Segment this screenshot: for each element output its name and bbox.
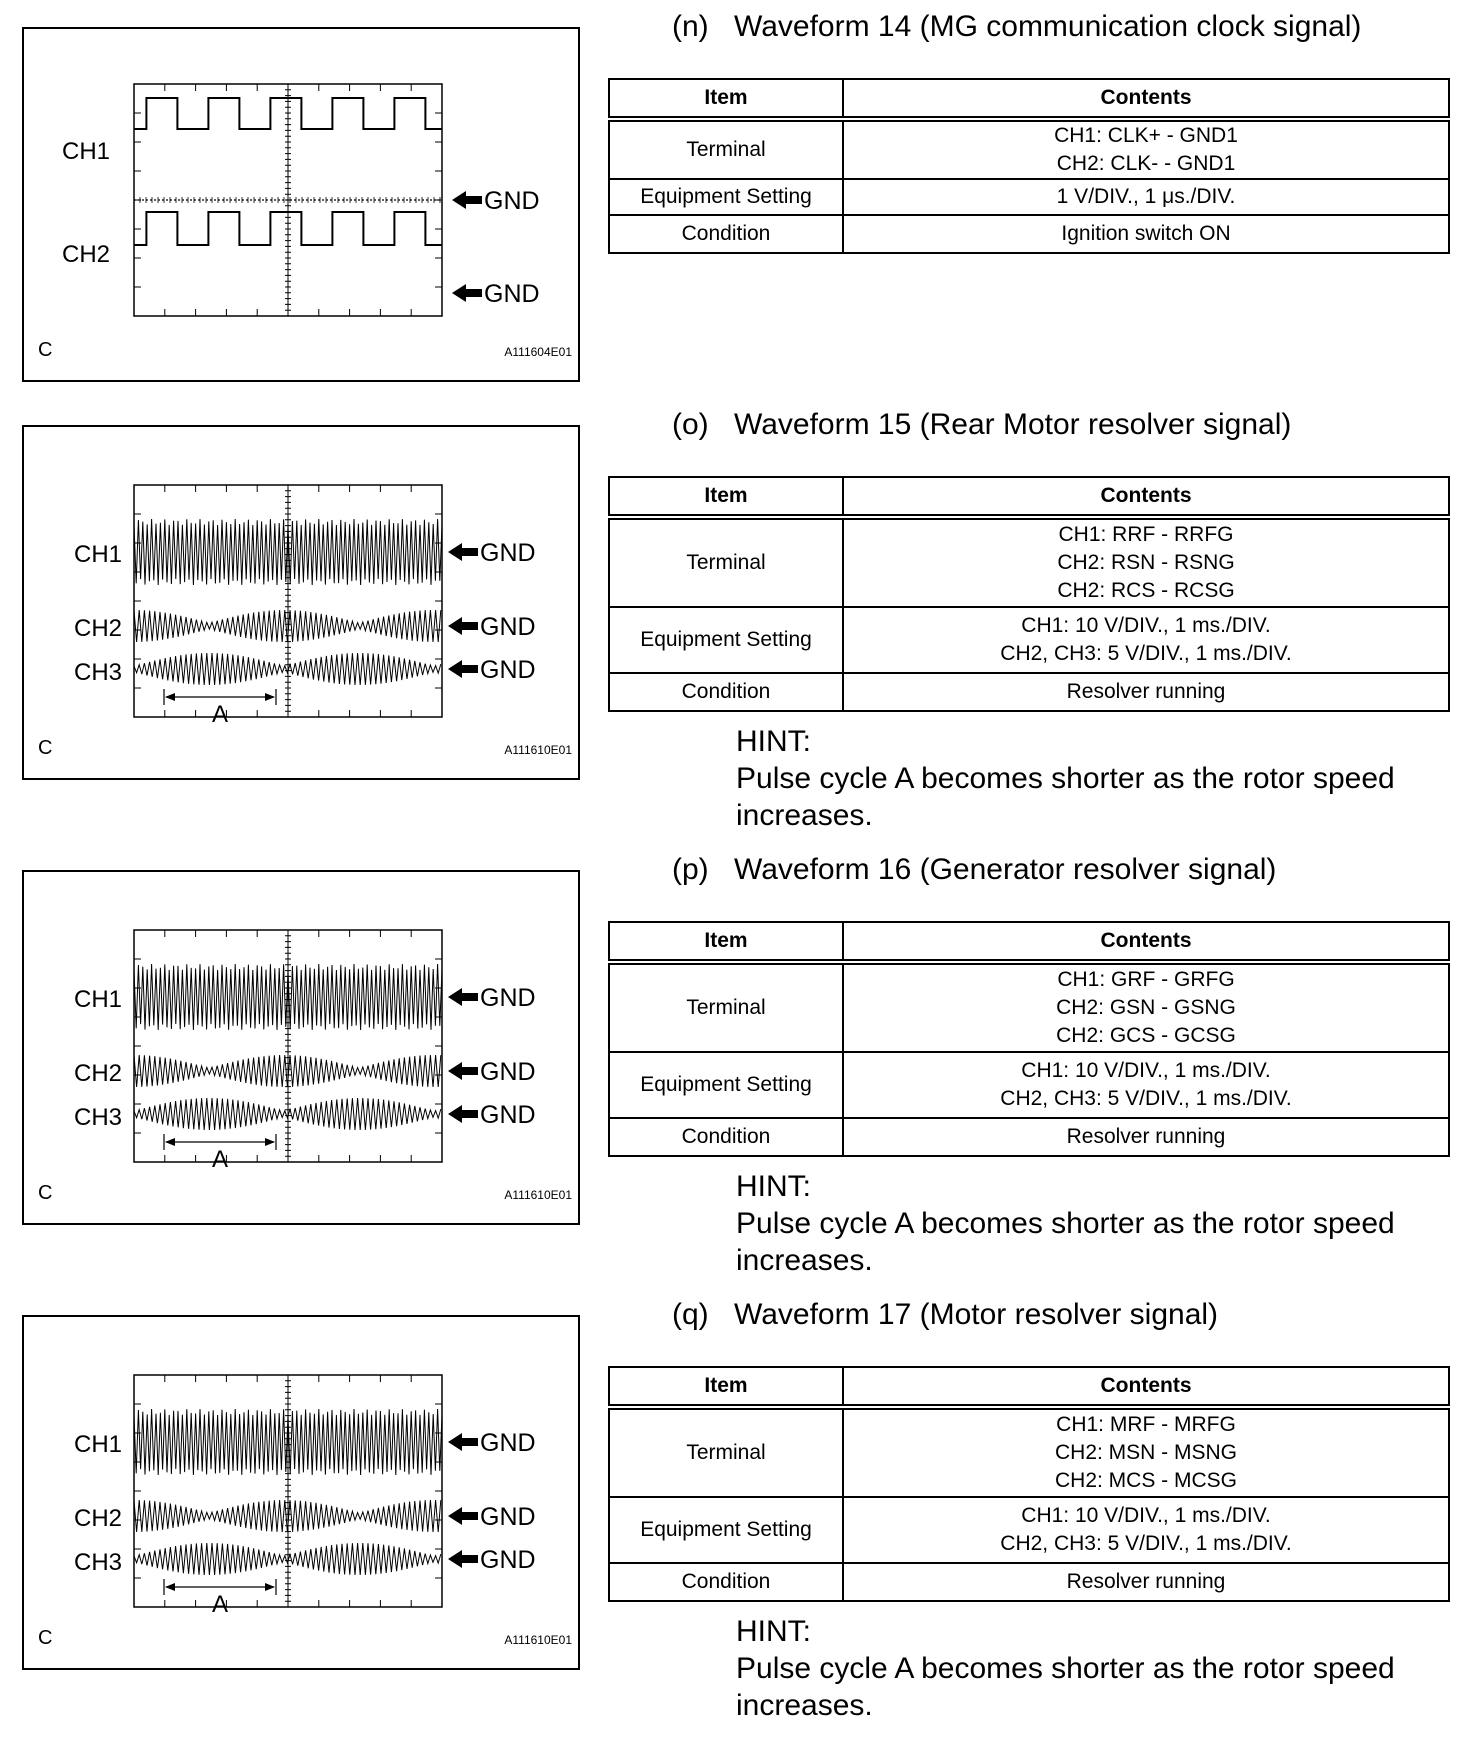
figure-corner-letter: C — [38, 1182, 53, 1204]
table-header-row — [609, 922, 1449, 962]
gnd-label: GND — [484, 187, 540, 215]
channel-label: CH2 — [74, 1505, 123, 1532]
table-header-row — [609, 79, 1449, 119]
table-row — [609, 607, 1449, 673]
gnd-arrow-icon — [448, 1433, 478, 1451]
hint-block — [736, 1613, 1436, 1724]
spec-table — [608, 921, 1450, 1157]
oscilloscope-screen — [24, 1317, 578, 1668]
hint-text: Pulse cycle A becomes shorter as the rotor speed increases. — [736, 762, 1395, 832]
channel-label: CH2 — [74, 615, 123, 642]
table-row — [609, 1118, 1449, 1156]
hint-label: HINT: — [736, 1615, 811, 1648]
content-line: CH1: RRF - RRFG — [1058, 523, 1234, 546]
ch3-envelope-trace — [134, 1543, 441, 1575]
content-line: Resolver running — [1066, 680, 1226, 703]
channel-label: CH1 — [74, 986, 123, 1013]
section-waveform-14 — [0, 0, 1472, 445]
gnd-label: GND — [480, 1101, 536, 1129]
marker-left-arrow-icon — [165, 1583, 175, 1591]
row-contents — [843, 1497, 1449, 1563]
content-line: CH2, CH3: 5 V/DIV., 1 ms./DIV. — [1000, 1087, 1292, 1110]
section-letter: (q) — [672, 1298, 709, 1331]
row-item: Equipment Setting — [609, 607, 843, 673]
content-line: Resolver running — [1066, 1570, 1226, 1593]
section-title-text: Waveform 16 (Generator resolver signal) — [734, 853, 1277, 886]
section-waveform-16 — [0, 843, 1472, 1288]
row-item: Equipment Setting — [609, 1497, 843, 1563]
section-waveform-17 — [0, 1288, 1472, 1733]
header-contents: Contents — [843, 1367, 1449, 1407]
channel-label: CH2 — [74, 1060, 123, 1087]
gnd-label: GND — [480, 1058, 536, 1086]
row-item: Terminal — [609, 119, 843, 179]
hint-block — [736, 1168, 1436, 1279]
row-contents — [843, 1052, 1449, 1118]
header-item: Item — [609, 477, 843, 517]
ch2-envelope-trace — [134, 610, 441, 642]
header-item: Item — [609, 1367, 843, 1407]
row-item: Equipment Setting — [609, 179, 843, 215]
row-item: Equipment Setting — [609, 1052, 843, 1118]
section-letter: (o) — [672, 408, 709, 441]
marker-right-arrow-icon — [265, 693, 275, 701]
content-line: CH1: 10 V/DIV., 1 ms./DIV. — [1021, 614, 1271, 637]
section-title — [672, 853, 1276, 887]
channel-label: CH1 — [62, 138, 111, 165]
section-title — [672, 408, 1291, 442]
table-row — [609, 962, 1449, 1052]
header-item: Item — [609, 922, 843, 962]
row-contents — [843, 673, 1449, 711]
content-line: 1 V/DIV., 1 μs./DIV. — [1056, 185, 1236, 208]
header-contents: Contents — [843, 79, 1449, 119]
table-row — [609, 1407, 1449, 1497]
row-item: Condition — [609, 673, 843, 711]
graticule-ticks — [134, 1375, 442, 1607]
table-row — [609, 673, 1449, 711]
figure-code: A111604E01 — [504, 345, 572, 359]
row-item: Condition — [609, 1118, 843, 1156]
section-title-text: Waveform 17 (Motor resolver signal) — [734, 1298, 1219, 1331]
gnd-label: GND — [480, 656, 536, 684]
oscilloscope-screen — [24, 29, 578, 380]
row-contents — [843, 1563, 1449, 1601]
table-header-row — [609, 477, 1449, 517]
section-waveform-15 — [0, 398, 1472, 843]
gnd-label: GND — [480, 613, 536, 641]
waveform-figure — [22, 870, 580, 1225]
content-line: CH1: 10 V/DIV., 1 ms./DIV. — [1021, 1059, 1271, 1082]
row-item: Terminal — [609, 517, 843, 607]
row-contents — [843, 179, 1449, 215]
header-contents: Contents — [843, 477, 1449, 517]
content-line: CH1: 10 V/DIV., 1 ms./DIV. — [1021, 1504, 1271, 1527]
row-contents — [843, 607, 1449, 673]
marker-left-arrow-icon — [165, 693, 175, 701]
content-line: CH2: CLK- - GND1 — [1056, 152, 1236, 175]
row-item: Terminal — [609, 1407, 843, 1497]
gnd-arrow-icon — [448, 988, 478, 1006]
content-line: CH1: MRF - MRFG — [1056, 1413, 1236, 1436]
content-line: CH2: GSN - GSNG — [1056, 996, 1236, 1019]
gnd-label: GND — [484, 280, 540, 308]
gnd-arrow-icon — [448, 660, 478, 678]
content-line: CH2: GCS - GCSG — [1056, 1024, 1236, 1047]
figure-code: A111610E01 — [504, 1633, 572, 1647]
ch3-envelope-trace — [134, 653, 441, 685]
ch3-envelope-trace — [134, 1098, 441, 1130]
content-line: CH2: MCS - MCSG — [1054, 1469, 1237, 1492]
table-row — [609, 179, 1449, 215]
gnd-arrow-icon — [448, 1550, 478, 1568]
header-contents: Contents — [843, 922, 1449, 962]
section-letter: (p) — [672, 853, 709, 886]
pulse-cycle-marker-label: A — [211, 1591, 229, 1618]
oscilloscope-screen — [24, 427, 578, 778]
section-letter: (n) — [672, 10, 709, 43]
channel-label: CH3 — [74, 1104, 123, 1131]
gnd-arrow-icon — [448, 1062, 478, 1080]
figure-code: A111610E01 — [504, 743, 572, 757]
header-item: Item — [609, 79, 843, 119]
pulse-cycle-marker-label: A — [211, 701, 229, 728]
section-title — [672, 1298, 1218, 1332]
content-line: CH2: RCS - RCSG — [1057, 579, 1235, 602]
channel-label: CH1 — [74, 1431, 123, 1458]
ch2-envelope-trace — [134, 1055, 441, 1087]
figure-code: A111610E01 — [504, 1188, 572, 1202]
table-row — [609, 215, 1449, 253]
gnd-arrow-icon — [452, 284, 482, 302]
graticule-ticks — [134, 930, 442, 1162]
section-title — [672, 10, 1361, 44]
row-item: Condition — [609, 1563, 843, 1601]
marker-right-arrow-icon — [265, 1583, 275, 1591]
channel-label: CH2 — [62, 241, 111, 268]
content-line: Resolver running — [1066, 1125, 1226, 1148]
row-contents — [843, 962, 1449, 1052]
gnd-label: GND — [480, 1546, 536, 1574]
gnd-arrow-icon — [448, 1105, 478, 1123]
figure-corner-letter: C — [38, 1627, 53, 1649]
gnd-arrow-icon — [448, 543, 478, 561]
row-item: Terminal — [609, 962, 843, 1052]
channel-label: CH3 — [74, 1549, 123, 1576]
row-item: Condition — [609, 215, 843, 253]
row-contents — [843, 517, 1449, 607]
row-contents — [843, 215, 1449, 253]
gnd-arrow-icon — [448, 1507, 478, 1525]
row-contents — [843, 119, 1449, 179]
table-row — [609, 1052, 1449, 1118]
hint-block — [736, 723, 1436, 834]
figure-corner-letter: C — [38, 339, 53, 361]
gnd-label: GND — [480, 984, 536, 1012]
hint-label: HINT: — [736, 1170, 811, 1203]
waveform-figure — [22, 1315, 580, 1670]
content-line: CH2: RSN - RSNG — [1057, 551, 1235, 574]
ch2-envelope-trace — [134, 1500, 441, 1532]
row-contents — [843, 1118, 1449, 1156]
gnd-arrow-icon — [448, 617, 478, 635]
table-header-row — [609, 1367, 1449, 1407]
waveform-figure — [22, 27, 580, 382]
hint-text: Pulse cycle A becomes shorter as the rotor speed increases. — [736, 1652, 1395, 1722]
pulse-cycle-marker-label: A — [211, 1146, 229, 1173]
spec-table — [608, 1366, 1450, 1602]
spec-table — [608, 476, 1450, 712]
content-line: CH2: MSN - MSNG — [1054, 1441, 1237, 1464]
section-title-text: Waveform 15 (Rear Motor resolver signal) — [734, 408, 1292, 441]
gnd-label: GND — [480, 1503, 536, 1531]
channel-label: CH3 — [74, 659, 123, 686]
content-line: CH1: GRF - GRFG — [1057, 968, 1235, 991]
table-row — [609, 1497, 1449, 1563]
content-line: CH2, CH3: 5 V/DIV., 1 ms./DIV. — [1000, 642, 1292, 665]
spec-table — [608, 78, 1450, 254]
content-line: CH1: CLK+ - GND1 — [1054, 124, 1238, 147]
channel-label: CH1 — [74, 541, 123, 568]
row-contents — [843, 1407, 1449, 1497]
hint-label: HINT: — [736, 725, 811, 758]
oscilloscope-screen — [24, 872, 578, 1223]
hint-text: Pulse cycle A becomes shorter as the rotor speed increases. — [736, 1207, 1395, 1277]
waveform-figure — [22, 425, 580, 780]
table-row — [609, 517, 1449, 607]
figure-corner-letter: C — [38, 737, 53, 759]
marker-left-arrow-icon — [165, 1138, 175, 1146]
gnd-arrow-icon — [452, 191, 482, 209]
marker-right-arrow-icon — [265, 1138, 275, 1146]
content-line: Ignition switch ON — [1061, 222, 1231, 245]
table-row — [609, 1563, 1449, 1601]
gnd-label: GND — [480, 539, 536, 567]
content-line: CH2, CH3: 5 V/DIV., 1 ms./DIV. — [1000, 1532, 1292, 1555]
section-title-text: Waveform 14 (MG communication clock signal) — [734, 10, 1362, 43]
gnd-label: GND — [480, 1429, 536, 1457]
graticule-ticks — [134, 485, 442, 717]
table-row — [609, 119, 1449, 179]
